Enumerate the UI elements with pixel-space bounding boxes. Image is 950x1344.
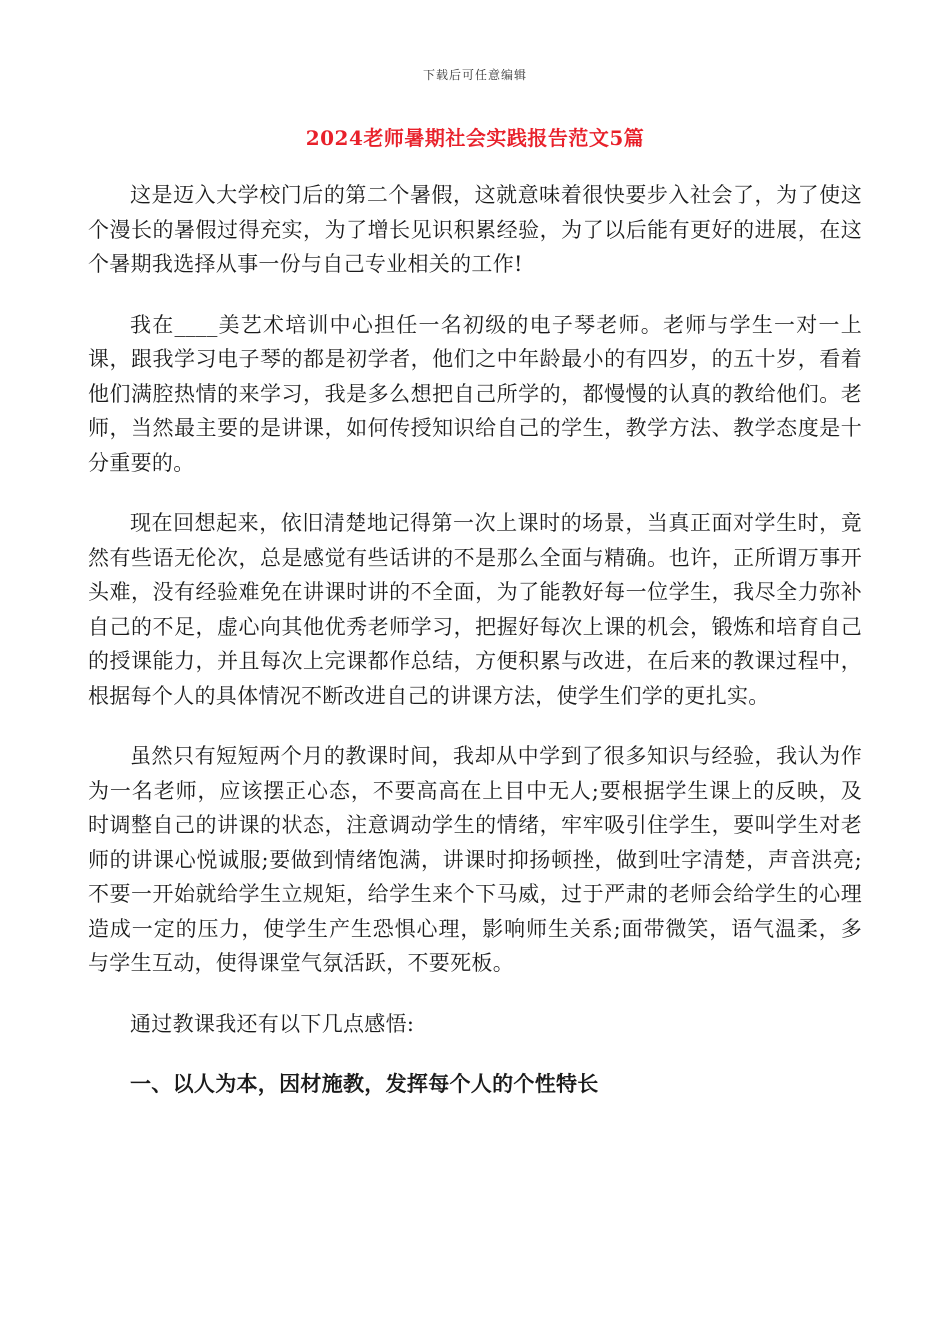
- paragraph-2: 我在____美艺术培训中心担任一名初级的电子琴老师。老师与学生一对一上课，跟我学习电子琴的都是初学者，他们之中年龄最小的有四岁，的五十岁，看着他们满腔热情的来学习，我是多么想把自己所学的，都慢慢的认真的教给他们。老师，当然最主要的是讲课，如何传授知识给自己的学生，教学方法、教学态度是十分重要的。: [88, 312, 862, 475]
- paragraph-3: 现在回想起来，依旧清楚地记得第一次上课时的场景，当真正面对学生时，竟然有些语无伦次，总是感觉有些话讲的不是那么全面与精确。也许，正所谓万事开头难，没有经验难免在讲课时讲的不全面，为了能教好每一位学生，我尽全力弥补自己的不足，虚心向其他优秀老师学习，把握好每次上课的机会，锻炼和培育自己的授课能力，并且每次上完课都作总结，方便积累与改进，在后来的教课过程中，根据每个人的具体情况不断改进自己的讲课方法，使学生们学的更扎实。: [88, 511, 862, 708]
- paragraph-5: 通过教课我还有以下几点感悟:: [130, 1011, 415, 1036]
- document-title: 2024老师暑期社会实践报告范文5篇: [305, 126, 645, 150]
- paragraph-1: 这是迈入大学校门后的第二个暑假，这就意味着很快要步入社会了，为了使这个漫长的暑假过得充实，为了增长见识积累经验，为了以后能有更好的进展，在这个暑期我选择从事一份与自己专业相关的工作!: [88, 183, 862, 276]
- header-note: 下载后可任意编辑: [422, 68, 527, 82]
- paragraph-4: 虽然只有短短两个月的教课时间，我却从中学到了很多知识与经验，我认为作为一名老师，应该摆正心态，不要高高在上目中无人;要根据学生课上的反映，及时调整自己的讲课的状态，注意调动学生的情绪，牢牢吸引住学生，要叫学生对老师的讲课心悦诚服;要做到情绪饱满，讲课时抑扬顿挫，做到吐字清楚，声音洪亮;不要一开始就给学生立规矩，给学生来个下马威，过于严肃的老师会给学生的心理造成一定的压力，使学生产生恐惧心理，影响师生关系;面带微笑，语气温柔，多与学生互动，使得课堂气氛活跃，不要死板。: [88, 744, 862, 975]
- document-body: [88, 178, 862, 1102]
- section-heading: 一、以人为本，因材施教，发挥每个人的个性特长: [130, 1071, 599, 1096]
